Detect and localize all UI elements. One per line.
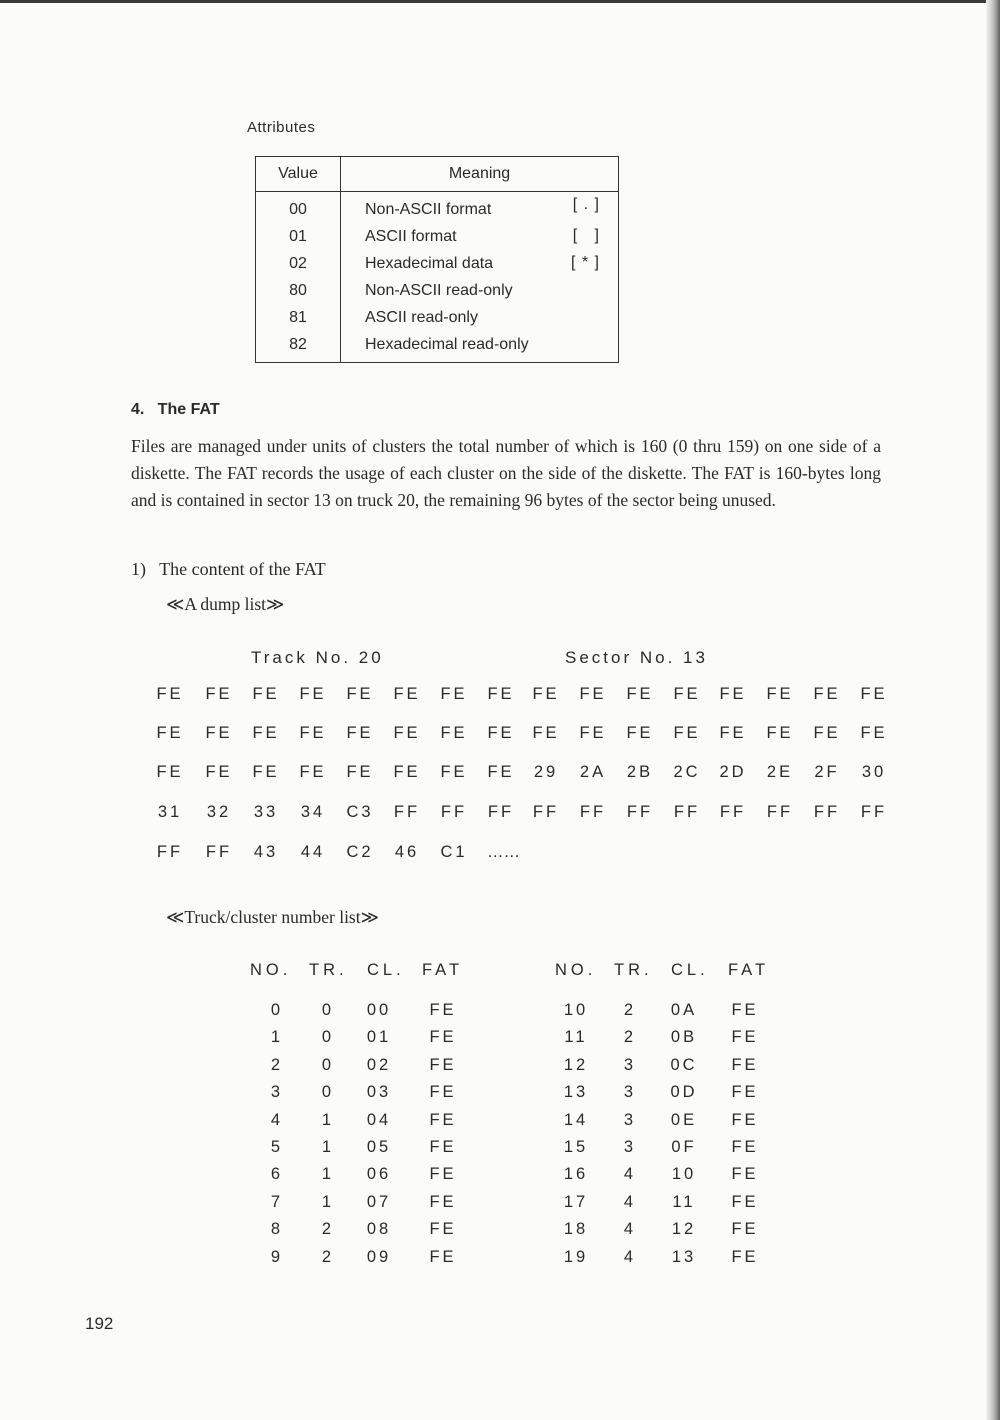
attr-value: 01	[256, 223, 341, 250]
list-cell: 1	[270, 1028, 284, 1047]
dump-byte: FE	[813, 685, 841, 703]
dump-byte: FE	[346, 724, 374, 742]
page-number: 192	[85, 1314, 114, 1333]
attr-meaning: Hexadecimal read-only	[365, 335, 529, 353]
dump-byte: FE	[579, 724, 607, 742]
list-cell: 10	[563, 1001, 589, 1019]
dump-byte: FF	[205, 843, 233, 861]
dump-byte: 33	[253, 803, 279, 821]
list-cell: FE	[731, 1138, 759, 1156]
dump-byte: FE	[156, 724, 184, 742]
dump-list-title: ≪A dump list≫	[166, 594, 285, 614]
attributes-title: Attributes	[247, 119, 316, 136]
section-heading: 4. The FAT	[131, 401, 220, 418]
list-header: FAT	[422, 961, 464, 979]
dump-byte: FE	[766, 685, 794, 703]
list-cell: 07	[366, 1192, 392, 1211]
dump-byte: 31	[157, 803, 183, 821]
list-cell: 1	[321, 1110, 335, 1129]
attr-mark: [ ]	[572, 227, 600, 244]
attr-meaning-cell	[341, 223, 619, 250]
dump-byte: FE	[346, 685, 374, 703]
list-cell: 1	[321, 1165, 335, 1184]
attr-meaning: Non-ASCII read-only	[365, 281, 513, 299]
list-cell: 03	[366, 1083, 392, 1102]
list-cell: 01	[366, 1028, 392, 1047]
dump-byte: FF	[487, 803, 515, 821]
list-cell: 0A	[670, 1001, 698, 1019]
cluster-list-title: ≪Truck/cluster number list≫	[166, 907, 379, 927]
list-cell: 2	[270, 1055, 284, 1074]
list-cell: 3	[270, 1083, 284, 1102]
list-cell: 3	[623, 1083, 637, 1102]
attr-meaning: Non-ASCII format	[365, 200, 492, 218]
list-cell: 06	[366, 1165, 392, 1184]
subsection-heading: 1) The content of the FAT	[131, 559, 326, 579]
dump-byte: C3	[346, 803, 374, 821]
list-cell: FE	[429, 1220, 457, 1239]
list-cell: 3	[623, 1110, 637, 1129]
list-cell: 0C	[670, 1055, 698, 1074]
list-cell: 14	[563, 1110, 589, 1129]
dump-byte: FE	[205, 724, 233, 742]
attr-meaning-cell	[341, 192, 619, 224]
list-cell: 0	[321, 1028, 335, 1047]
dump-byte: FE	[626, 685, 654, 703]
attributes-table	[255, 156, 619, 363]
list-cell: FE	[731, 1110, 759, 1129]
list-cell: 2	[623, 1001, 637, 1019]
table-row	[256, 277, 619, 304]
list-cell: 9	[270, 1247, 284, 1266]
attr-value: 00	[256, 192, 341, 224]
list-cell: 12	[671, 1220, 697, 1239]
dump-byte: FE	[626, 724, 654, 742]
dump-byte: FE	[532, 685, 560, 703]
dump-byte: 2E	[766, 763, 794, 781]
dump-byte: FE	[440, 685, 468, 703]
dump-byte: FF	[156, 843, 184, 861]
list-cell: FE	[731, 1083, 759, 1102]
attributes-header-row	[256, 157, 619, 192]
dump-byte: FE	[299, 724, 327, 742]
attr-value: 02	[256, 250, 341, 277]
dump-byte: 2C	[673, 763, 701, 781]
attr-meaning: Hexadecimal data	[365, 254, 494, 272]
dump-byte: FF	[626, 803, 654, 821]
dump-byte: FE	[673, 685, 701, 703]
list-cell: FE	[429, 1001, 457, 1019]
dump-byte: FF	[579, 803, 607, 821]
dump-byte: FE	[393, 763, 421, 781]
list-cell: 4	[623, 1247, 637, 1266]
list-cell: FE	[731, 1192, 759, 1211]
list-cell: 4	[270, 1110, 284, 1129]
dump-byte: FF	[860, 803, 888, 821]
list-header: CL.	[367, 961, 405, 979]
list-cell: 1	[321, 1192, 335, 1211]
list-cell: 13	[563, 1083, 589, 1102]
dump-byte: 44	[300, 843, 326, 861]
list-cell: 16	[563, 1165, 589, 1184]
list-cell: 13	[671, 1247, 697, 1266]
table-row	[256, 250, 619, 277]
dump-byte: FF	[440, 803, 468, 821]
dump-byte: FE	[719, 685, 747, 703]
list-cell: 17	[563, 1192, 589, 1211]
dump-byte: FE	[719, 724, 747, 742]
list-cell: 0B	[670, 1028, 698, 1047]
dump-byte: FE	[299, 763, 327, 781]
dump-byte: 2A	[579, 763, 607, 781]
list-cell: 18	[563, 1220, 589, 1239]
list-cell: 0	[270, 1001, 284, 1019]
list-cell: FE	[429, 1083, 457, 1102]
list-cell: 4	[623, 1165, 637, 1184]
dump-byte: FF	[673, 803, 701, 821]
list-cell: 4	[623, 1192, 637, 1211]
dump-byte: FE	[440, 763, 468, 781]
list-cell: FE	[731, 1028, 759, 1047]
dump-byte: FF	[813, 803, 841, 821]
list-cell: 08	[366, 1220, 392, 1239]
dump-byte: FE	[440, 724, 468, 742]
attr-mark: [ * ]	[570, 254, 600, 271]
attr-value: 81	[256, 304, 341, 331]
dump-byte: FE	[673, 724, 701, 742]
sector-label: Sector No. 13	[565, 648, 708, 667]
dump-byte: FE	[205, 763, 233, 781]
list-cell: 10	[671, 1165, 697, 1184]
dump-byte: 34	[300, 803, 326, 821]
dump-byte: FE	[393, 724, 421, 742]
dump-byte: 2F	[814, 763, 840, 781]
dump-byte: FE	[156, 763, 184, 781]
list-cell: 0F	[671, 1138, 697, 1156]
dump-byte: FE	[813, 724, 841, 742]
table-row	[256, 304, 619, 331]
dump-byte: FE	[252, 685, 280, 703]
dump-byte: FE	[487, 724, 515, 742]
list-cell: 1	[321, 1138, 335, 1156]
list-header: NO.	[555, 961, 597, 979]
attr-mark: [ . ]	[572, 196, 600, 213]
attr-value: 80	[256, 277, 341, 304]
list-cell: 0D	[670, 1083, 698, 1102]
top-rule	[0, 0, 1000, 3]
list-cell: 4	[623, 1220, 637, 1239]
attr-meaning: ASCII format	[365, 227, 457, 245]
section-paragraph: Files are managed under units of clusters the total number of which is 160 (0 thru 159) on one side of a diskette. The FAT records the usage of each cluster on the side of the diskette. The FAT is 160-bytes long and is contained in sector 13 on truck 20, the remaining 96 bytes of the sector being unused.	[131, 436, 881, 510]
list-cell: 0	[321, 1083, 335, 1102]
dump-byte: 32	[206, 803, 232, 821]
list-cell: 12	[563, 1055, 589, 1074]
list-cell: FE	[429, 1138, 457, 1156]
dump-byte: FE	[156, 685, 184, 703]
list-cell: FE	[429, 1055, 457, 1074]
list-cell: 8	[270, 1220, 284, 1239]
dump-byte: 46	[394, 843, 420, 861]
dump-byte: FE	[346, 763, 374, 781]
list-cell: FE	[731, 1165, 759, 1184]
dump-byte: FE	[252, 763, 280, 781]
list-cell: FE	[731, 1001, 759, 1019]
list-cell: 2	[321, 1247, 335, 1266]
list-cell: 0	[321, 1055, 335, 1074]
dump-byte: 30	[861, 763, 887, 781]
list-cell: 02	[366, 1055, 392, 1074]
list-cell: 6	[270, 1165, 284, 1184]
list-cell: 05	[366, 1138, 392, 1156]
list-cell: 5	[270, 1138, 284, 1156]
list-cell: 00	[366, 1001, 392, 1019]
dump-byte: FE	[205, 685, 233, 703]
list-cell: FE	[731, 1055, 759, 1074]
dump-byte: C1	[440, 843, 468, 861]
dump-byte: FE	[860, 724, 888, 742]
dump-byte: FE	[532, 724, 560, 742]
attr-meaning: ASCII read-only	[365, 308, 478, 326]
list-cell: 11	[672, 1192, 696, 1211]
dump-byte: 2B	[626, 763, 654, 781]
list-cell: 19	[563, 1247, 589, 1266]
list-cell: 09	[366, 1247, 392, 1266]
attr-value: 82	[256, 331, 341, 363]
dump-byte: FF	[766, 803, 794, 821]
list-cell: 2	[623, 1028, 637, 1047]
dump-byte: FE	[766, 724, 794, 742]
list-cell: 0E	[670, 1110, 698, 1129]
dump-byte: FE	[579, 685, 607, 703]
list-cell: FE	[429, 1165, 457, 1184]
attr-meaning-cell	[341, 250, 619, 277]
dump-byte: FE	[252, 724, 280, 742]
dump-byte: 43	[253, 843, 279, 861]
dump-byte: FE	[487, 685, 515, 703]
list-cell: 2	[321, 1220, 335, 1239]
list-cell: 04	[366, 1110, 392, 1129]
table-row	[256, 331, 619, 363]
header-value: Value	[256, 157, 341, 192]
dump-byte: FE	[860, 685, 888, 703]
list-cell: 11	[564, 1028, 588, 1047]
dump-byte: FF	[393, 803, 421, 821]
list-header: TR.	[309, 961, 348, 979]
table-row	[256, 223, 619, 250]
list-cell: FE	[429, 1247, 457, 1266]
list-cell: 3	[623, 1055, 637, 1074]
dump-byte: FE	[393, 685, 421, 703]
list-cell: FE	[429, 1192, 457, 1211]
list-cell: 0	[321, 1001, 335, 1019]
list-cell: 7	[270, 1192, 284, 1211]
dump-byte: FF	[532, 803, 560, 821]
table-row	[256, 192, 619, 224]
list-cell: FE	[731, 1220, 759, 1239]
list-cell: FE	[731, 1247, 759, 1266]
header-meaning: Meaning	[341, 157, 619, 192]
track-label: Track No. 20	[251, 648, 384, 667]
dump-byte: 29	[533, 763, 559, 781]
list-header: FAT	[728, 961, 770, 979]
dump-byte: FE	[299, 685, 327, 703]
list-cell: 15	[563, 1138, 589, 1156]
list-header: CL.	[671, 961, 709, 979]
list-cell: 3	[623, 1138, 637, 1156]
dump-byte: FE	[487, 763, 515, 781]
list-header: TR.	[614, 961, 653, 979]
list-cell: FE	[429, 1028, 457, 1047]
dump-byte: C2	[346, 843, 374, 861]
list-cell: FE	[429, 1110, 457, 1129]
dump-byte: 2D	[719, 763, 747, 781]
page-edge-shadow	[986, 0, 1000, 1420]
list-header: NO.	[250, 961, 292, 979]
dump-byte: FF	[719, 803, 747, 821]
dump-byte: ……	[487, 843, 520, 861]
